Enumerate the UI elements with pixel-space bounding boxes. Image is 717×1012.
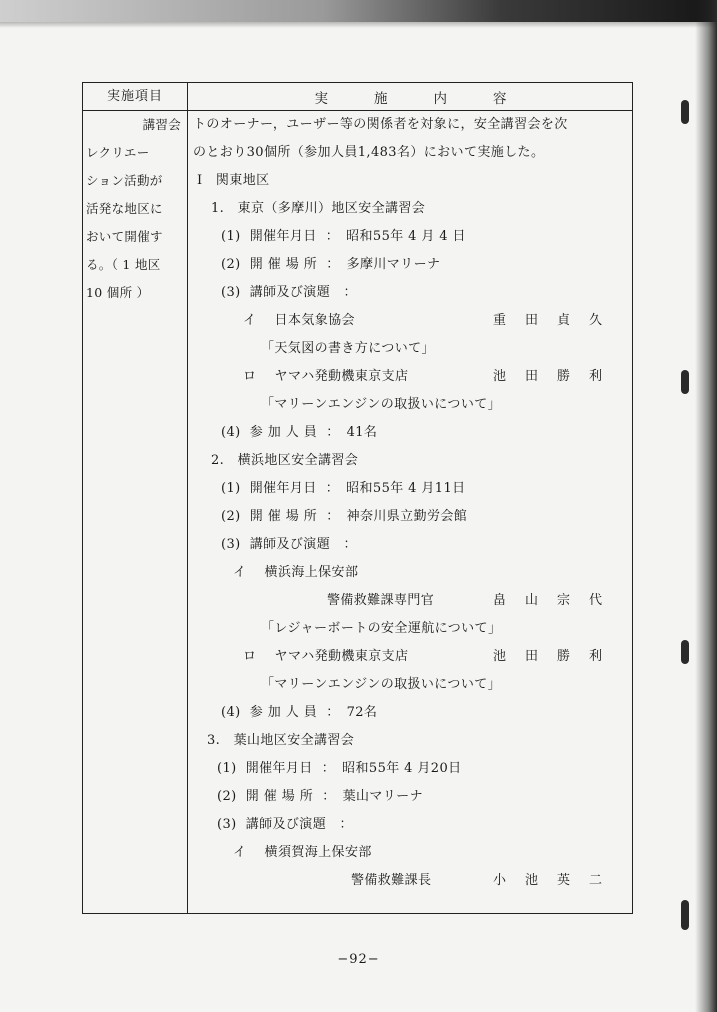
binding-hole [681,900,689,930]
lecturer-org: ヤマハ発動機東京支店 [274,369,409,384]
detail-participants [221,699,377,727]
detail-label: 開催年月日 [249,229,317,244]
scan-shadow-top [0,0,717,22]
lecturer-name: 重田貞久 [493,313,622,328]
detail-label: 開催年月日 [245,761,313,776]
section-title: 1. 東京（多摩川）地区安全講習会 [211,201,426,216]
lecturer-name: 畠山宗代 [493,593,622,608]
detail-lecturers [221,279,357,307]
detail-place [217,783,423,811]
item-line: ション活動が [86,173,163,188]
item-number: (2) [217,789,237,804]
lecture-topic: 「マリーンエンジンの取扱いについて」 [261,677,502,692]
section-title: 2. 横浜地区安全講習会 [211,453,359,468]
lecturer-name: 池田勝利 [493,649,622,664]
intro-line: のとおり30個所（参加人員1,483名）において実施した。 [193,145,545,160]
column-divider [187,83,188,913]
lecturer-entry [243,643,408,671]
item-number: (4) [221,705,241,720]
item-column [83,111,187,307]
detail-date [221,223,466,251]
binding-hole [681,370,689,394]
lecturer-entry [233,839,372,867]
header-char: 施 [374,91,388,107]
table-header [83,83,632,111]
detail-label: 講師及び演題 ： [245,817,353,832]
detail-lecturers [221,531,357,559]
detail-place [221,503,467,531]
item-line: 10 個所 ） [86,285,150,300]
header-char: 実 [314,91,328,107]
page-number: −92− [337,952,380,967]
detail-value: ： 葉山マリーナ [322,789,423,804]
item-number: (1) [217,761,237,776]
item-number: (2) [221,509,241,524]
lecturer-post: 警備救難課専門官 [327,593,435,608]
detail-label: 講師及び演題 ： [249,537,357,552]
detail-value: ： 神奈川県立勤労会館 [326,509,468,524]
document-table [82,82,633,914]
header-char: 容 [493,91,507,107]
binding-hole [681,640,689,664]
detail-value: ： 72名 [326,705,378,720]
item-number: (2) [221,257,241,272]
lecturer-post: 警備救難課長 [351,873,432,888]
header-item-label: 実施項目 [106,89,163,104]
item-number: (3) [217,817,237,832]
detail-date [221,475,466,503]
lecturer-entry [243,307,355,335]
detail-label: 講師及び演題 ： [249,285,357,300]
scan-shadow-right [695,0,717,1012]
detail-value: ： 昭和55年 4 月11日 [325,481,466,496]
item-number: (3) [221,537,241,552]
detail-place [221,251,440,279]
lecture-topic: 「マリーンエンジンの取扱いについて」 [261,397,502,412]
region-heading: Ⅰ 関東地区 [197,173,270,188]
item-number: (1) [221,481,241,496]
detail-label: 開催場所 [249,257,322,272]
detail-participants [221,419,377,447]
header-char: 内 [433,91,447,107]
section-title: 3. 葉山地区安全講習会 [207,733,355,748]
item-line: レクリエー [86,145,150,160]
binding-hole [681,100,689,124]
lecturer-org: 日本気象協会 [274,313,355,328]
lecturer-name: 小池英二 [493,873,622,888]
list-mark: ロ [243,369,257,384]
lecturer-name: 池田勝利 [493,369,622,384]
detail-label: 開催場所 [249,509,322,524]
detail-lecturers [217,811,353,839]
detail-value: ： 昭和55年 4 月 4 日 [325,229,466,244]
item-line: おいて開催す [86,229,163,244]
item-line: る。（ 1 地区 [86,257,161,272]
item-line: 講習会 [142,117,181,132]
detail-label: 開催場所 [245,789,318,804]
detail-value: ： 昭和55年 4 月20日 [321,761,462,776]
header-content-label [187,83,634,111]
detail-label: 参加人員 [249,425,322,440]
item-number: (3) [221,285,241,300]
detail-date [217,755,462,783]
detail-label: 参加人員 [249,705,322,720]
list-mark: ロ [243,649,257,664]
detail-label: 開催年月日 [249,481,317,496]
intro-line: トのオーナー，ユーザー等の関係者を対象に，安全講習会を次 [193,117,568,132]
item-line: 活発な地区に [86,201,163,216]
list-mark: イ [233,845,247,860]
detail-value: ： 41名 [326,425,378,440]
lecturer-entry [243,363,408,391]
lecturer-org: 横浜海上保安部 [264,565,359,580]
lecturer-entry [233,559,358,587]
list-mark: イ [233,565,247,580]
detail-value: ： 多摩川マリーナ [326,257,441,272]
lecturer-org: ヤマハ発動機東京支店 [274,649,409,664]
item-number: (1) [221,229,241,244]
lecture-topic: 「レジャーボートの安全運航について」 [261,621,502,636]
lecturer-org: 横須賀海上保安部 [264,845,372,860]
list-mark: イ [243,313,257,328]
lecture-topic: 「天気図の書き方について」 [261,341,435,356]
item-number: (4) [221,425,241,440]
